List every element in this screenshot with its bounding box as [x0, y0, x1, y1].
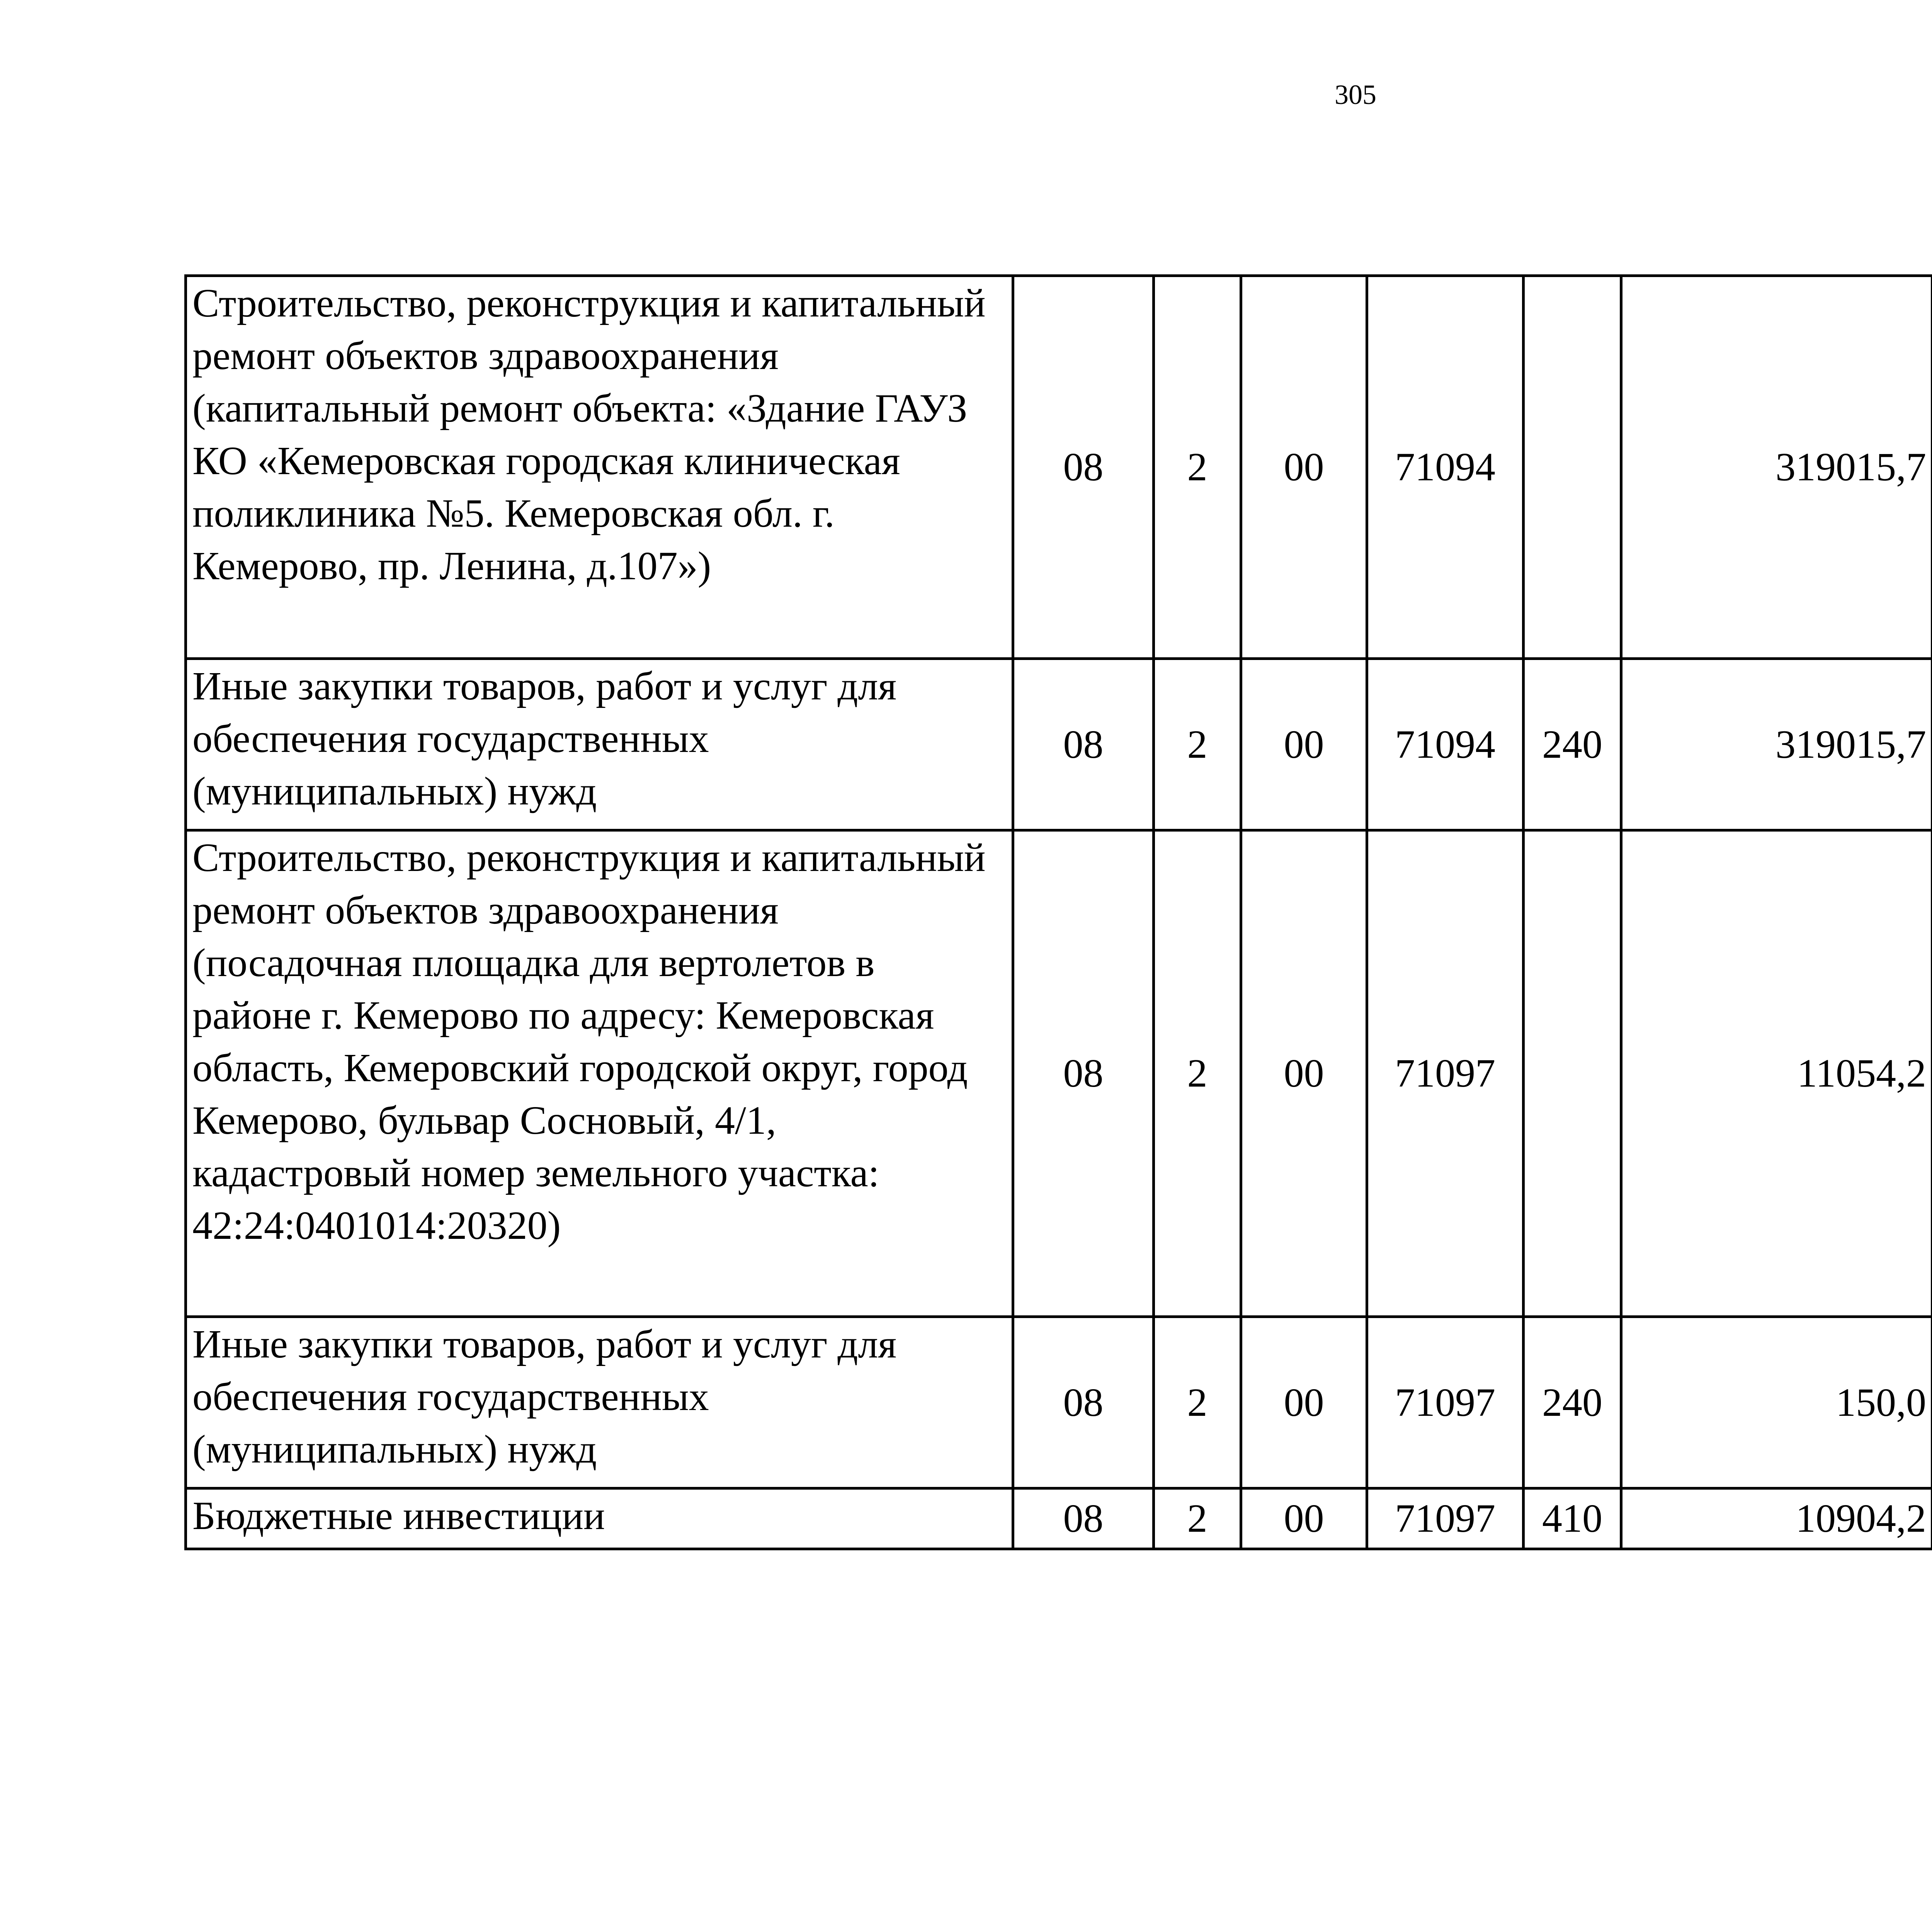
row-description: Бюджетные инвестиции	[186, 1488, 1013, 1549]
row-description: Иные закупки товаров, работ и услуг для обеспечения государственных (муниципальных) нужд	[186, 1317, 1013, 1488]
direction-code: 71097	[1367, 1317, 1524, 1488]
direction-code: 71094	[1367, 659, 1524, 830]
section-code: 08	[1013, 830, 1154, 1317]
amount-1: 319015,7	[1621, 659, 1932, 830]
amount-1: 11054,2	[1621, 830, 1932, 1317]
program-code: 00	[1241, 1317, 1367, 1488]
table-row	[186, 1317, 1932, 1488]
subsection-code: 2	[1154, 1317, 1241, 1488]
amount-1: 10904,2	[1621, 1488, 1932, 1549]
program-code: 00	[1241, 276, 1367, 659]
direction-code: 71097	[1367, 830, 1524, 1317]
budget-table	[184, 274, 1932, 1550]
expense-type-code: 240	[1524, 659, 1621, 830]
row-description: Строительство, реконструкция и капитальный ремонт объектов здравоохранения (посадочная площадка для вертолетов в районе г. Кемерово по адресу: Кемеровская область, Кемеровский городской округ, город Кемерово, бульвар Сосновый, 4/1, кадастровый номер земельного участка: 42:24:0401014:20320)	[186, 830, 1013, 1317]
table-row	[186, 276, 1932, 659]
program-code: 00	[1241, 830, 1367, 1317]
expense-type-code: 240	[1524, 1317, 1621, 1488]
direction-code: 71094	[1367, 276, 1524, 659]
table-row	[186, 830, 1932, 1317]
expense-type-code	[1524, 276, 1621, 659]
subsection-code: 2	[1154, 659, 1241, 830]
section-code: 08	[1013, 1317, 1154, 1488]
section-code: 08	[1013, 276, 1154, 659]
direction-code: 71097	[1367, 1488, 1524, 1549]
subsection-code: 2	[1154, 830, 1241, 1317]
program-code: 00	[1241, 659, 1367, 830]
subsection-code: 2	[1154, 1488, 1241, 1549]
program-code: 00	[1241, 1488, 1367, 1549]
amount-1: 150,0	[1621, 1317, 1932, 1488]
table-row	[186, 659, 1932, 830]
row-description: Иные закупки товаров, работ и услуг для обеспечения государственных (муниципальных) нужд	[186, 659, 1013, 830]
subsection-code: 2	[1154, 276, 1241, 659]
row-description: Строительство, реконструкция и капитальный ремонт объектов здравоохранения (капитальный ремонт объекта: «Здание ГАУЗ КО «Кемеровская городская клиническая поликлиника №5. Кемеровская обл. г. Кемерово, пр. Ленина, д.107»)	[186, 276, 1013, 659]
section-code: 08	[1013, 1488, 1154, 1549]
amount-1: 319015,7	[1621, 276, 1932, 659]
expense-type-code	[1524, 830, 1621, 1317]
expense-type-code: 410	[1524, 1488, 1621, 1549]
page-number: 305	[1335, 79, 1376, 110]
table-row	[186, 1488, 1932, 1549]
section-code: 08	[1013, 659, 1154, 830]
